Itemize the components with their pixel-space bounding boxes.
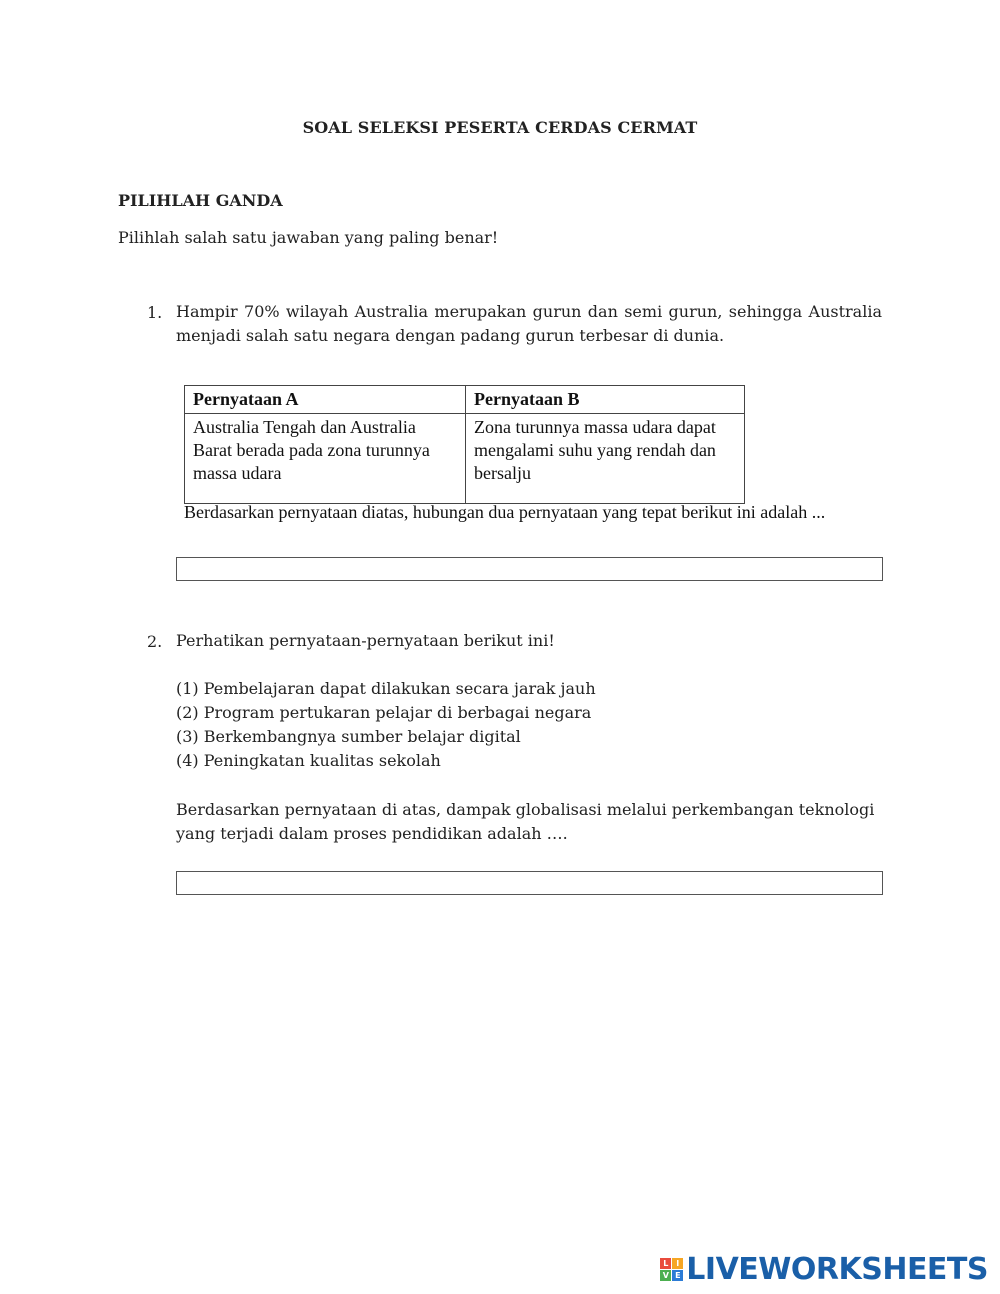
document-title: SOAL SELEKSI PESERTA CERDAS CERMAT [302, 118, 698, 137]
logo-tile: L [660, 1258, 671, 1269]
list-item: (1) Pembelajaran dapat dilakukan secara jarak jauh [176, 679, 596, 698]
logo-text: LIVEWORKSHEETS [686, 1252, 988, 1287]
statement-table [184, 385, 745, 504]
answer-2-input[interactable] [176, 871, 883, 895]
question-1-caption: Berdasarkan pernyataan diatas, hubungan dua pernyataan yang tepat berikut ini adalah ... [184, 502, 826, 522]
table-cell-a: Australia Tengah dan Australia Barat berada pada zona turunnya massa udara [185, 414, 466, 504]
liveworksheets-logo [660, 1252, 988, 1287]
list-item: (2) Program pertukaran pelajar di berbagai negara [176, 703, 592, 722]
question-2-prompt: Berdasarkan pernyataan di atas, dampak globalisasi melalui perkembangan teknologi yang terjadi dalam proses pendidikan adalah …. [176, 800, 875, 843]
instruction-text: Pilihlah salah satu jawaban yang paling benar! [118, 228, 499, 247]
question-1-number: 1. [147, 303, 163, 322]
question-2-number: 2. [147, 632, 163, 651]
statement-list [176, 677, 882, 773]
logo-tile: E [672, 1270, 683, 1281]
table-header-b: Pernyataan B [466, 386, 745, 414]
list-item: (4) Peningkatan kualitas sekolah [176, 751, 441, 770]
question-1-text: Hampir 70% wilayah Australia merupakan gurun dan semi gurun, sehingga Australia menjadi salah satu negara dengan padang gurun terbesar di dunia. [176, 302, 882, 345]
question-2-text: Perhatikan pernyataan-pernyataan berikut ini! [176, 631, 555, 650]
section-heading: PILIHLAH GANDA [118, 191, 283, 210]
list-item: (3) Berkembangnya sumber belajar digital [176, 727, 521, 746]
table-header-a: Pernyataan A [185, 386, 466, 414]
logo-tile: V [660, 1270, 671, 1281]
logo-tile: I [672, 1258, 683, 1269]
answer-1-input[interactable] [176, 557, 883, 581]
logo-grid-icon [660, 1258, 683, 1281]
table-cell-b: Zona turunnya massa udara dapat mengalami suhu yang rendah dan bersalju [466, 414, 745, 504]
